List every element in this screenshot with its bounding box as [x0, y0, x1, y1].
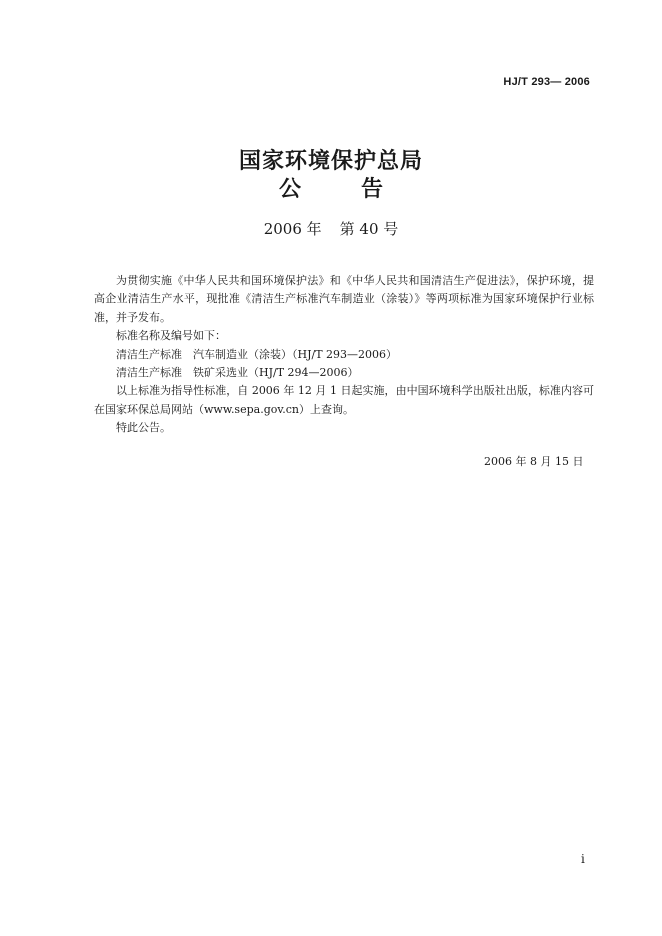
standard-code: HJ/T 293— 2006	[503, 76, 590, 88]
body-paragraph: 为贯彻实施《中华人民共和国环境保护法》和《中华人民共和国清洁生产促进法》，保护环境，提高企业清洁生产水平，现批准《清洁生产标准汽车制造业（涂装）》等两项标准为国家环境保护行业标准，并予发布。	[94, 274, 594, 324]
issue-no: 第 40 号	[339, 220, 399, 238]
standard-entry: 清洁生产标准 汽车制造业（涂装）（HJ/T 293—2006）	[116, 347, 398, 361]
body-paragraph: 以上标准为指导性标准，自 2006 年 12 月 1 日起实施，由中国环境科学出版社出版，标准内容可在国家环保总局网站（www.sepa.gov.cn）上查询。	[94, 384, 594, 416]
notice-heading-right: 告	[361, 176, 384, 202]
notice-heading-left: 公	[278, 176, 301, 202]
notice-body	[94, 272, 594, 438]
body-paragraph: 特此公告。	[116, 421, 171, 435]
issue-number	[0, 218, 662, 239]
agency-title: 国家环境保护总局	[238, 148, 423, 174]
page-number: i	[581, 852, 585, 866]
notice-date: 2006 年 8 月 15 日	[484, 455, 584, 468]
issue-year: 2006 年	[263, 220, 322, 238]
notice-heading	[0, 172, 662, 203]
body-paragraph: 标准名称及编号如下：	[116, 329, 226, 343]
standard-entry: 清洁生产标准 铁矿采选业（HJ/T 294—2006）	[116, 366, 359, 380]
